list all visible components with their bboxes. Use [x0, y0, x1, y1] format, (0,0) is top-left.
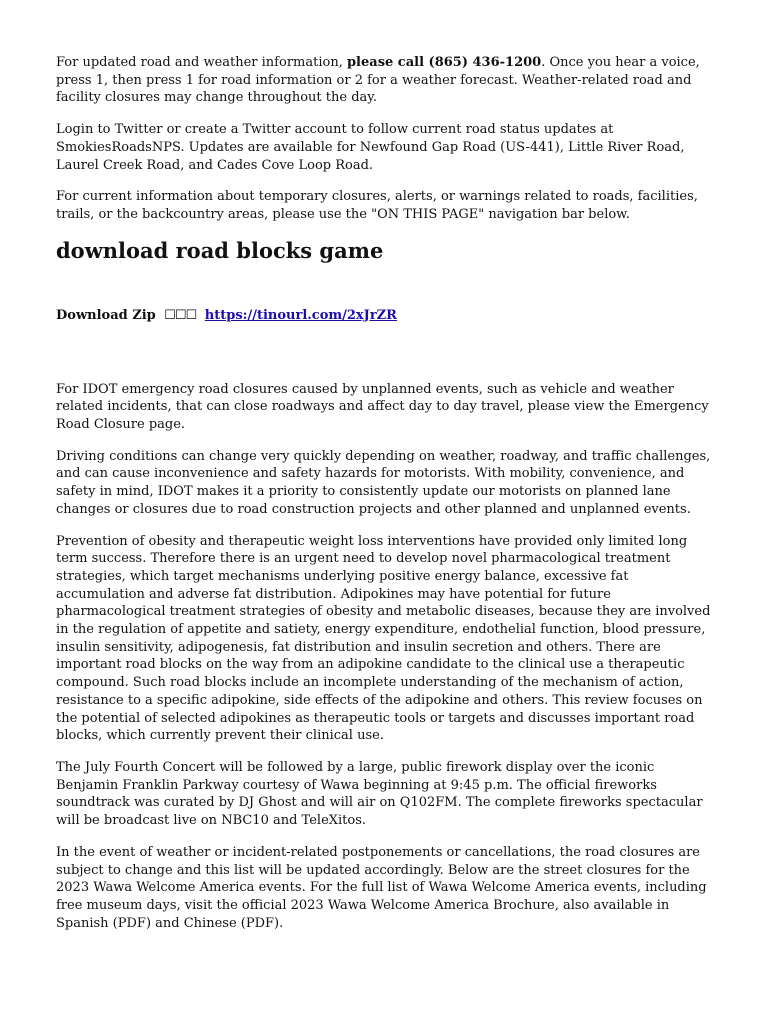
phone-intro-text: For updated road and weather information,	[56, 55, 347, 70]
paragraph-on-this-page: For current information about temporary closures, alerts, or warnings related to roads, facilities, trails, or the backcountry areas, please use the "ON THIS PAGE" navigation bar below.	[56, 189, 698, 222]
phone-call-bold: please call (865) 436-1200	[346, 55, 542, 70]
arrow-glyphs-icon: ☐☐☐	[164, 307, 197, 323]
page-heading: download road blocks game	[56, 237, 384, 263]
paragraph-road-weather-phone	[56, 54, 720, 107]
paragraph-twitter-updates: Login to Twitter or create a Twitter account to follow current road status updates at SmokiesRoadsNPS. Updates are available for Newfound Gap Road (US-441), Little River Road, Laurel Creek Road, and Cades Cove Loop Road.	[56, 122, 685, 173]
download-label: Download Zip	[56, 307, 156, 323]
document-body	[56, 54, 720, 946]
paragraph-adipokines: Prevention of obesity and therapeutic weight loss interventions have provided only limited long term success. Therefore there is an urgent need to develop novel pharmacological treatment strategies, which target mechanisms underlying positive energy balance, excessive fat accumulation and adverse fat distribution. Adipokines may have potential for future pharmacological treatment strategies of obesity and metabolic diseases, because they are involved in the regulation of appetite and satiety, energy expenditure, endothelial function, blood pressure, insulin sensitivity, adipogenesis, fat distribution and insulin secretion and others. There are important road blocks on the way from an adipokine candidate to the clinical use a therapeutic compound. Such road blocks include an incomplete understanding of the mechanism of action, resistance to a specific adipokine, side effects of the adipokine and others. This review focuses on the potential of selected adipokines as therapeutic tools or targets and discusses important road blocks, which currently prevent their clinical use.	[56, 533, 711, 744]
download-link[interactable]: https://tinourl.com/2xJrZR	[204, 307, 397, 323]
paragraph-road-closures: In the event of weather or incident-related postponements or cancellations, the road closures are subject to change and this list will be updated accordingly. Below are the street closures for the 2023 Wawa Welcome America events. For the full list of Wawa Welcome America events, including free museum days, visit the official 2023 Wawa Welcome America Brochure, also available in Spanish (PDF) and Chinese (PDF).	[56, 844, 707, 931]
paragraph-driving-conditions: Driving conditions can change very quickly depending on weather, roadway, and traffic challenges, and can cause inconvenience and safety hazards for motorists. With mobility, convenience, and safety in mind, IDOT makes it a priority to consistently update our motorists on planned lane changes or closures due to road construction projects and other planned and unplanned events.	[56, 448, 711, 517]
blank-space	[56, 325, 720, 381]
download-line	[56, 307, 720, 325]
phone-instructions-text: . Once you hear a voice, press 1, then press 1 for road information or 2 for a weather forecast. Weather-related road and facility closures may change throughout the day.	[56, 55, 700, 106]
paragraph-july-fourth: The July Fourth Concert will be followed by a large, public firework display over the iconic Benjamin Franklin Parkway courtesy of Wawa beginning at 9:45 p.m. The official fireworks soundtrack was curated by DJ Ghost and will air on Q102FM. The complete fireworks spectacular will be broadcast live on NBC10 and TeleXitos.	[56, 759, 703, 829]
paragraph-idot-emergency: For IDOT emergency road closures caused by unplanned events, such as vehicle and weather related incidents, that can close roadways and affect day to day travel, please view the Emergency Road Closure page.	[56, 381, 709, 433]
